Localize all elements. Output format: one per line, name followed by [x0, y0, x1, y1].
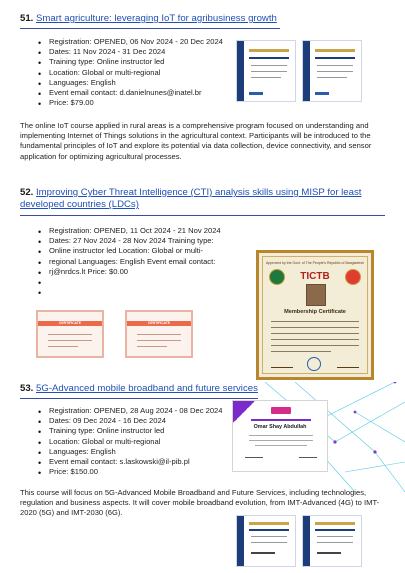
course-details-list	[38, 37, 238, 108]
membership-certificate-image	[256, 250, 374, 380]
list-item: • Registration: OPENED, 06 Nov 2024 - 20 Dec 2024	[38, 37, 238, 47]
certificate-title: Membership Certificate	[284, 309, 346, 315]
certificate-label: CERTIFICATE	[58, 321, 82, 325]
certificate-image	[236, 515, 296, 567]
course-description: The online IoT course applied in rural areas is a comprehensive program focused on understanding and implementing Internet of Things solutions in the agricultural context. Participants will be introduced to the fundamental principles of IoT and explore its potential via data collection, device connectivity, and sensor application for optimizing agricultural processes.	[20, 121, 372, 161]
list-item	[38, 287, 248, 297]
section-53-title	[20, 383, 258, 395]
certificate-header: Approved by the Govt. of The People's Republic of Bangladesh	[266, 261, 364, 265]
title-underline	[20, 398, 258, 399]
list-item: • Price: $79.00	[38, 98, 238, 108]
stamp-icon	[307, 357, 321, 371]
list-item: • Languages: English	[38, 447, 238, 457]
certificate-org: TICTB	[300, 271, 330, 282]
course-details-list	[38, 406, 238, 477]
certificate-recipient: Omar Shay Abdullah	[253, 424, 307, 430]
list-item: • Online instructor led Location: Global or multi-	[38, 246, 248, 256]
section-number: 51.	[20, 13, 34, 24]
list-item: • Event email contact: s.laskowski@il-pib.pl	[38, 457, 238, 467]
certificate-image	[302, 515, 362, 567]
list-item: • Event email contact: d.danielnunes@inatel.br	[38, 88, 238, 98]
list-item: • Registration: OPENED, 11 Oct 2024 - 21 Nov 2024	[38, 226, 248, 236]
certificate-label: CERTIFICATE	[147, 321, 171, 325]
title-underline	[20, 215, 385, 216]
list-item: • regional Languages: English Event email contact:	[38, 257, 248, 267]
course-link-cti-misp[interactable]: Improving Cyber Threat Intelligence (CTI) analysis skills using MISP for least	[36, 187, 362, 198]
section-number: 53.	[20, 383, 34, 394]
list-item: • Location: Global or multi-regional	[38, 437, 238, 447]
section-51-title	[20, 13, 277, 25]
list-item: • Training type: Online instructor led	[38, 57, 238, 67]
list-item	[38, 277, 248, 287]
certificate-image	[36, 310, 104, 358]
certificate-image	[236, 40, 296, 102]
list-item: • rj@nrdcs.lt Price: $0.00	[38, 267, 248, 277]
list-item: • Dates: 11 Nov 2024 - 31 Dec 2024	[38, 47, 238, 57]
list-item: • Dates: 27 Nov 2024 - 28 Nov 2024 Training type:	[38, 236, 248, 246]
course-details-list	[38, 226, 248, 297]
list-item: • Languages: English	[38, 78, 238, 88]
list-item: • Price: $150.00	[38, 467, 238, 477]
certificate-image	[232, 400, 328, 472]
title-underline	[20, 28, 280, 29]
list-item: • Dates: 09 Dec 2024 - 16 Dec 2024	[38, 416, 238, 426]
course-link-smart-agriculture[interactable]: Smart agriculture: leveraging IoT for agribusiness growth	[36, 13, 277, 24]
list-item: • Training type: Online instructor led	[38, 426, 238, 436]
course-link-cti-misp-cont[interactable]: developed countries (LDCs)	[20, 199, 139, 210]
certificate-image	[125, 310, 193, 358]
certificate-image	[302, 40, 362, 102]
list-item: • Registration: OPENED, 28 Aug 2024 - 08 Dec 2024	[38, 406, 238, 416]
avatar	[306, 284, 326, 306]
list-item: • Location: Global or multi-regional	[38, 68, 238, 78]
section-52-title	[20, 187, 390, 211]
course-description: This course will focus on 5G-Advanced Mobile Broadband and Future Services, including technologies, regulation and business aspects. It will cover mobile broadband evolution, from IMT-Advanced (4G) to IMT-2020 (5G) and IMT-2030 (6G).	[20, 488, 380, 518]
section-number: 52.	[20, 187, 34, 198]
course-link-5g-advanced[interactable]: 5G-Advanced mobile broadband and future services	[36, 383, 258, 394]
